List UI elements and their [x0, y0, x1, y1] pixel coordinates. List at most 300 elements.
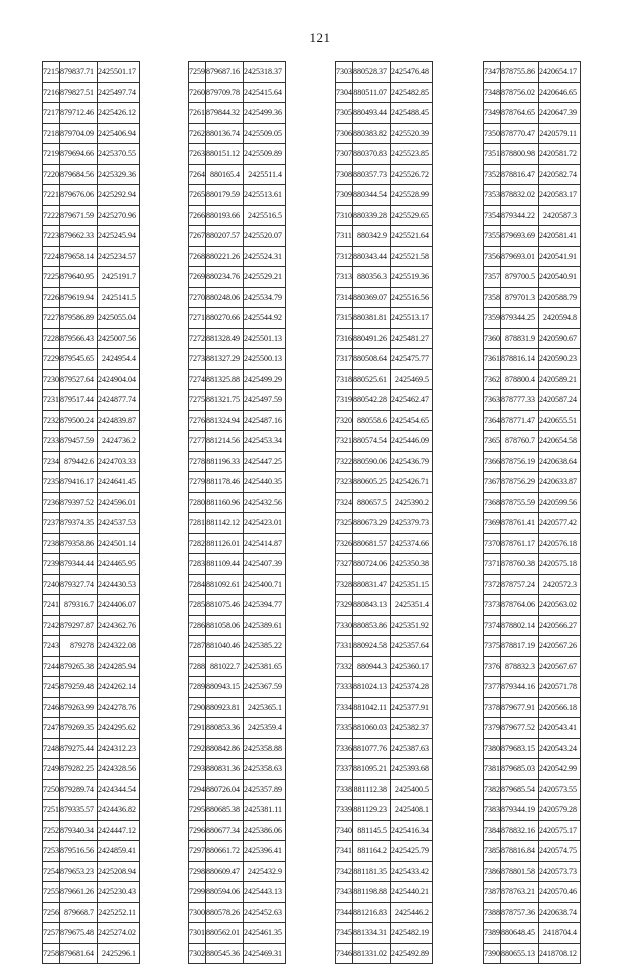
point-number: 7321: [336, 431, 353, 452]
y-coordinate: 2424328.56: [98, 759, 140, 780]
x-coordinate: 879709.78: [206, 82, 244, 103]
table-row: [43, 677, 140, 698]
x-coordinate: 880590.06: [353, 451, 391, 472]
point-number: 7361: [484, 349, 501, 370]
point-number: 7322: [336, 451, 353, 472]
point-number: 7342: [336, 861, 353, 882]
coordinate-table-1: [42, 61, 140, 964]
point-number: 7355: [484, 226, 501, 247]
x-coordinate: 881216.83: [353, 902, 391, 923]
x-coordinate: 879316.7: [60, 595, 98, 616]
x-coordinate: 880724.06: [353, 554, 391, 575]
y-coordinate: 2425425.79: [391, 841, 433, 862]
point-number: 7384: [484, 820, 501, 841]
table-row: [189, 882, 286, 903]
table-row: [43, 574, 140, 595]
y-coordinate: 2420577.42: [539, 513, 581, 534]
x-coordinate: 880594.06: [206, 882, 244, 903]
point-number: 7229: [43, 349, 60, 370]
point-number: 7243: [43, 636, 60, 657]
table-row: [336, 328, 433, 349]
point-number: 7288: [189, 656, 206, 677]
x-coordinate: 879677.91: [501, 697, 539, 718]
point-number: 7219: [43, 144, 60, 165]
y-coordinate: 2424465.95: [98, 554, 140, 575]
y-coordinate: 2425414.87: [244, 533, 286, 554]
y-coordinate: 2425358.63: [244, 759, 286, 780]
y-coordinate: 2420575.18: [539, 554, 581, 575]
y-coordinate: 2420594.8: [539, 308, 581, 329]
x-coordinate: 879527.64: [60, 369, 98, 390]
y-coordinate: 2420590.67: [539, 328, 581, 349]
y-coordinate: 2424641.45: [98, 472, 140, 493]
x-coordinate: 878757.24: [501, 574, 539, 595]
y-coordinate: 2420567.67: [539, 656, 581, 677]
point-number: 7267: [189, 226, 206, 247]
y-coordinate: 2424406.07: [98, 595, 140, 616]
point-number: 7348: [484, 82, 501, 103]
table-row: [484, 615, 581, 636]
point-number: 7250: [43, 779, 60, 800]
point-number: 7333: [336, 677, 353, 698]
y-coordinate: 2424839.87: [98, 410, 140, 431]
y-coordinate: 2425432.56: [244, 492, 286, 513]
point-number: 7224: [43, 246, 60, 267]
point-number: 7351: [484, 144, 501, 165]
y-coordinate: 2424904.04: [98, 369, 140, 390]
point-number: 7294: [189, 779, 206, 800]
x-coordinate: 881331.02: [353, 943, 391, 964]
table-row: [336, 923, 433, 944]
point-number: 7249: [43, 759, 60, 780]
table-row: [189, 492, 286, 513]
table-row: [484, 820, 581, 841]
table-row: [336, 267, 433, 288]
point-number: 7375: [484, 636, 501, 657]
point-number: 7339: [336, 800, 353, 821]
table-row: [484, 431, 581, 452]
point-number: 7352: [484, 164, 501, 185]
y-coordinate: 2425500.13: [244, 349, 286, 370]
table-row: [336, 779, 433, 800]
x-coordinate: 878760.38: [501, 554, 539, 575]
point-number: 7300: [189, 902, 206, 923]
point-number: 7296: [189, 820, 206, 841]
x-coordinate: 880558.6: [353, 410, 391, 431]
table-row: [189, 431, 286, 452]
table-row: [336, 800, 433, 821]
y-coordinate: 2425526.72: [391, 164, 433, 185]
y-coordinate: 2420588.79: [539, 287, 581, 308]
point-number: 7363: [484, 390, 501, 411]
table-row: [336, 882, 433, 903]
y-coordinate: 2425408.1: [391, 800, 433, 821]
table-row: [336, 205, 433, 226]
x-coordinate: 880562.01: [206, 923, 244, 944]
y-coordinate: 2420599.56: [539, 492, 581, 513]
point-number: 7281: [189, 513, 206, 534]
x-coordinate: 879374.35: [60, 513, 98, 534]
table-row: [336, 677, 433, 698]
y-coordinate: 2425055.04: [98, 308, 140, 329]
point-number: 7337: [336, 759, 353, 780]
y-coordinate: 2425524.31: [244, 246, 286, 267]
table-row: [336, 656, 433, 677]
point-number: 7216: [43, 82, 60, 103]
y-coordinate: 2425359.4: [244, 718, 286, 739]
x-coordinate: 880726.04: [206, 779, 244, 800]
x-coordinate: 878756.29: [501, 472, 539, 493]
point-number: 7263: [189, 144, 206, 165]
y-coordinate: 2425497.59: [244, 390, 286, 411]
point-number: 7378: [484, 697, 501, 718]
y-coordinate: 2425482.19: [391, 923, 433, 944]
x-coordinate: 880657.5: [353, 492, 391, 513]
x-coordinate: 880493.44: [353, 103, 391, 124]
point-number: 7277: [189, 431, 206, 452]
y-coordinate: 2425007.56: [98, 328, 140, 349]
y-coordinate: 2425446.09: [391, 431, 433, 452]
x-coordinate: 879289.74: [60, 779, 98, 800]
x-coordinate: 878801.58: [501, 861, 539, 882]
y-coordinate: 2424362.76: [98, 615, 140, 636]
point-number: 7261: [189, 103, 206, 124]
table-row: [336, 226, 433, 247]
x-coordinate: 880842.86: [206, 738, 244, 759]
table-row: [189, 226, 286, 247]
point-number: 7314: [336, 287, 353, 308]
point-number: 7382: [484, 779, 501, 800]
x-coordinate: 880924.58: [353, 636, 391, 657]
table-row: [43, 943, 140, 964]
x-coordinate: 878771.47: [501, 410, 539, 431]
x-coordinate: 880525.61: [353, 369, 391, 390]
point-number: 7248: [43, 738, 60, 759]
table-row: [189, 554, 286, 575]
point-number: 7253: [43, 841, 60, 862]
point-number: 7313: [336, 267, 353, 288]
point-number: 7268: [189, 246, 206, 267]
x-coordinate: 881095.21: [353, 759, 391, 780]
y-coordinate: 2425208.94: [98, 861, 140, 882]
x-coordinate: 879278: [60, 636, 98, 657]
table-row: [189, 246, 286, 267]
x-coordinate: 880943.15: [206, 677, 244, 698]
y-coordinate: 2420583.17: [539, 185, 581, 206]
table-row: [336, 287, 433, 308]
y-coordinate: 2424859.41: [98, 841, 140, 862]
y-coordinate: 2425357.89: [244, 779, 286, 800]
x-coordinate: 879282.25: [60, 759, 98, 780]
y-coordinate: 2425453.34: [244, 431, 286, 452]
point-number: 7226: [43, 287, 60, 308]
point-number: 7217: [43, 103, 60, 124]
x-coordinate: 880343.44: [353, 246, 391, 267]
y-coordinate: 2425365.1: [244, 697, 286, 718]
y-coordinate: 2425377.91: [391, 697, 433, 718]
table-row: [43, 205, 140, 226]
point-number: 7377: [484, 677, 501, 698]
x-coordinate: 878832.16: [501, 820, 539, 841]
point-number: 7270: [189, 287, 206, 308]
x-coordinate: 879619.94: [60, 287, 98, 308]
y-coordinate: 2425318.37: [244, 62, 286, 83]
table-row: [484, 472, 581, 493]
table-row: [336, 82, 433, 103]
x-coordinate: 881196.33: [206, 451, 244, 472]
y-coordinate: 2425386.06: [244, 820, 286, 841]
y-coordinate: 2425443.13: [244, 882, 286, 903]
point-number: 7225: [43, 267, 60, 288]
table-row: [336, 472, 433, 493]
x-coordinate: 880383.82: [353, 123, 391, 144]
x-coordinate: 879500.24: [60, 410, 98, 431]
y-coordinate: 2420633.87: [539, 472, 581, 493]
x-coordinate: 880831.47: [353, 574, 391, 595]
y-coordinate: 2420541.91: [539, 246, 581, 267]
point-number: 7221: [43, 185, 60, 206]
y-coordinate: 2425433.42: [391, 861, 433, 882]
table-row: [484, 390, 581, 411]
table-row: [484, 759, 581, 780]
y-coordinate: 2425415.64: [244, 82, 286, 103]
x-coordinate: 880193.66: [206, 205, 244, 226]
y-coordinate: 2425544.92: [244, 308, 286, 329]
table-row: [484, 923, 581, 944]
x-coordinate: 878832.3: [501, 656, 539, 677]
point-number: 7299: [189, 882, 206, 903]
x-coordinate: 879661.26: [60, 882, 98, 903]
y-coordinate: 2425252.11: [98, 902, 140, 923]
x-coordinate: 881198.88: [353, 882, 391, 903]
table-row: [189, 328, 286, 349]
point-number: 7259: [189, 62, 206, 83]
x-coordinate: 880356.3: [353, 267, 391, 288]
table-row: [43, 185, 140, 206]
table-row: [189, 410, 286, 431]
point-number: 7308: [336, 164, 353, 185]
x-coordinate: 880655.13: [501, 943, 539, 964]
point-number: 7326: [336, 533, 353, 554]
point-number: 7364: [484, 410, 501, 431]
x-coordinate: 881042.11: [353, 697, 391, 718]
table-row: [336, 902, 433, 923]
table-row: [336, 369, 433, 390]
point-number: 7275: [189, 390, 206, 411]
table-row: [43, 369, 140, 390]
x-coordinate: 880574.54: [353, 431, 391, 452]
y-coordinate: 2425350.38: [391, 554, 433, 575]
y-coordinate: 2420646.65: [539, 82, 581, 103]
y-coordinate: 2425393.68: [391, 759, 433, 780]
point-number: 7247: [43, 718, 60, 739]
table-row: [484, 82, 581, 103]
point-number: 7228: [43, 328, 60, 349]
x-coordinate: 879263.99: [60, 697, 98, 718]
table-row: [189, 369, 286, 390]
y-coordinate: 2425385.22: [244, 636, 286, 657]
point-number: 7240: [43, 574, 60, 595]
table-row: [189, 205, 286, 226]
table-row: [336, 636, 433, 657]
table-row: [484, 226, 581, 247]
y-coordinate: 2424954.4: [98, 349, 140, 370]
table-row: [484, 246, 581, 267]
point-number: 7295: [189, 800, 206, 821]
point-number: 7245: [43, 677, 60, 698]
table-row: [484, 205, 581, 226]
x-coordinate: 879457.59: [60, 431, 98, 452]
y-coordinate: 2420582.74: [539, 164, 581, 185]
point-number: 7318: [336, 369, 353, 390]
x-coordinate: 878760.7: [501, 431, 539, 452]
point-number: 7244: [43, 656, 60, 677]
table-row: [189, 451, 286, 472]
y-coordinate: 2425360.17: [391, 656, 433, 677]
point-number: 7279: [189, 472, 206, 493]
x-coordinate: 878756.02: [501, 82, 539, 103]
x-coordinate: 879259.48: [60, 677, 98, 698]
y-coordinate: 2420540.91: [539, 267, 581, 288]
point-number: 7215: [43, 62, 60, 83]
y-coordinate: 2425521.64: [391, 226, 433, 247]
x-coordinate: 880344.54: [353, 185, 391, 206]
point-number: 7359: [484, 308, 501, 329]
y-coordinate: 2425440.21: [391, 882, 433, 903]
y-coordinate: 2425509.05: [244, 123, 286, 144]
table-row: [336, 841, 433, 862]
x-coordinate: 880944.3: [353, 656, 391, 677]
y-coordinate: 2420654.58: [539, 431, 581, 452]
x-coordinate: 878832.02: [501, 185, 539, 206]
table-row: [189, 820, 286, 841]
y-coordinate: 2420647.39: [539, 103, 581, 124]
table-row: [484, 574, 581, 595]
x-coordinate: 880661.72: [206, 841, 244, 862]
point-number: 7349: [484, 103, 501, 124]
table-row: [43, 820, 140, 841]
x-coordinate: 881022.7: [206, 656, 244, 677]
x-coordinate: 881214.56: [206, 431, 244, 452]
table-row: [484, 595, 581, 616]
table-row: [189, 123, 286, 144]
y-coordinate: 2425367.59: [244, 677, 286, 698]
point-number: 7325: [336, 513, 353, 534]
y-coordinate: 2425394.77: [244, 595, 286, 616]
y-coordinate: 2425230.43: [98, 882, 140, 903]
y-coordinate: 2424322.08: [98, 636, 140, 657]
y-coordinate: 2425534.79: [244, 287, 286, 308]
y-coordinate: 2420579.28: [539, 800, 581, 821]
point-number: 7340: [336, 820, 353, 841]
point-number: 7344: [336, 902, 353, 923]
table-row: [484, 369, 581, 390]
x-coordinate: 879837.71: [60, 62, 98, 83]
x-coordinate: 878816.14: [501, 349, 539, 370]
point-number: 7236: [43, 492, 60, 513]
table-row: [336, 513, 433, 534]
x-coordinate: 881075.46: [206, 595, 244, 616]
x-coordinate: 880369.07: [353, 287, 391, 308]
table-row: [484, 800, 581, 821]
table-row: [43, 431, 140, 452]
y-coordinate: 2425482.85: [391, 82, 433, 103]
y-coordinate: 2425454.65: [391, 410, 433, 431]
y-coordinate: 2425452.63: [244, 902, 286, 923]
table-row: [336, 861, 433, 882]
x-coordinate: 880342.9: [353, 226, 391, 247]
table-row: [189, 656, 286, 677]
table-row: [336, 246, 433, 267]
table-row: [484, 103, 581, 124]
x-coordinate: 879683.15: [501, 738, 539, 759]
y-coordinate: 2425475.77: [391, 349, 433, 370]
point-number: 7220: [43, 164, 60, 185]
table-row: [43, 492, 140, 513]
y-coordinate: 2424501.14: [98, 533, 140, 554]
point-number: 7387: [484, 882, 501, 903]
x-coordinate: 881181.35: [353, 861, 391, 882]
y-coordinate: 2425381.11: [244, 800, 286, 821]
y-coordinate: 2425351.15: [391, 574, 433, 595]
table-row: [189, 574, 286, 595]
x-coordinate: 879700.5: [501, 267, 539, 288]
point-number: 7315: [336, 308, 353, 329]
x-coordinate: 880357.73: [353, 164, 391, 185]
point-number: 7285: [189, 595, 206, 616]
x-coordinate: 881126.01: [206, 533, 244, 554]
y-coordinate: 2424447.12: [98, 820, 140, 841]
point-number: 7386: [484, 861, 501, 882]
point-number: 7317: [336, 349, 353, 370]
x-coordinate: 881325.88: [206, 369, 244, 390]
y-coordinate: 2425358.88: [244, 738, 286, 759]
x-coordinate: 880179.59: [206, 185, 244, 206]
point-number: 7329: [336, 595, 353, 616]
y-coordinate: 2424436.82: [98, 800, 140, 821]
table-row: [484, 328, 581, 349]
y-coordinate: 2424736.2: [98, 431, 140, 452]
point-number: 7302: [189, 943, 206, 964]
table-row: [43, 308, 140, 329]
table-row: [336, 943, 433, 964]
point-number: 7265: [189, 185, 206, 206]
y-coordinate: 2425528.99: [391, 185, 433, 206]
y-coordinate: 2425292.94: [98, 185, 140, 206]
point-number: 7262: [189, 123, 206, 144]
x-coordinate: 878800.4: [501, 369, 539, 390]
table-row: [336, 595, 433, 616]
y-coordinate: 2425374.66: [391, 533, 433, 554]
point-number: 7241: [43, 595, 60, 616]
point-number: 7252: [43, 820, 60, 841]
y-coordinate: 2424537.53: [98, 513, 140, 534]
table-row: [189, 779, 286, 800]
table-row: [189, 349, 286, 370]
y-coordinate: 2425432.9: [244, 861, 286, 882]
table-row: [43, 103, 140, 124]
table-row: [189, 287, 286, 308]
x-coordinate: 879517.44: [60, 390, 98, 411]
x-coordinate: 880511.07: [353, 82, 391, 103]
y-coordinate: 2425513.61: [244, 185, 286, 206]
y-coordinate: 2425374.28: [391, 677, 433, 698]
x-coordinate: 879344.25: [501, 308, 539, 329]
table-row: [484, 697, 581, 718]
table-row: [43, 923, 140, 944]
table-row: [43, 349, 140, 370]
y-coordinate: 2425511.4: [244, 164, 286, 185]
